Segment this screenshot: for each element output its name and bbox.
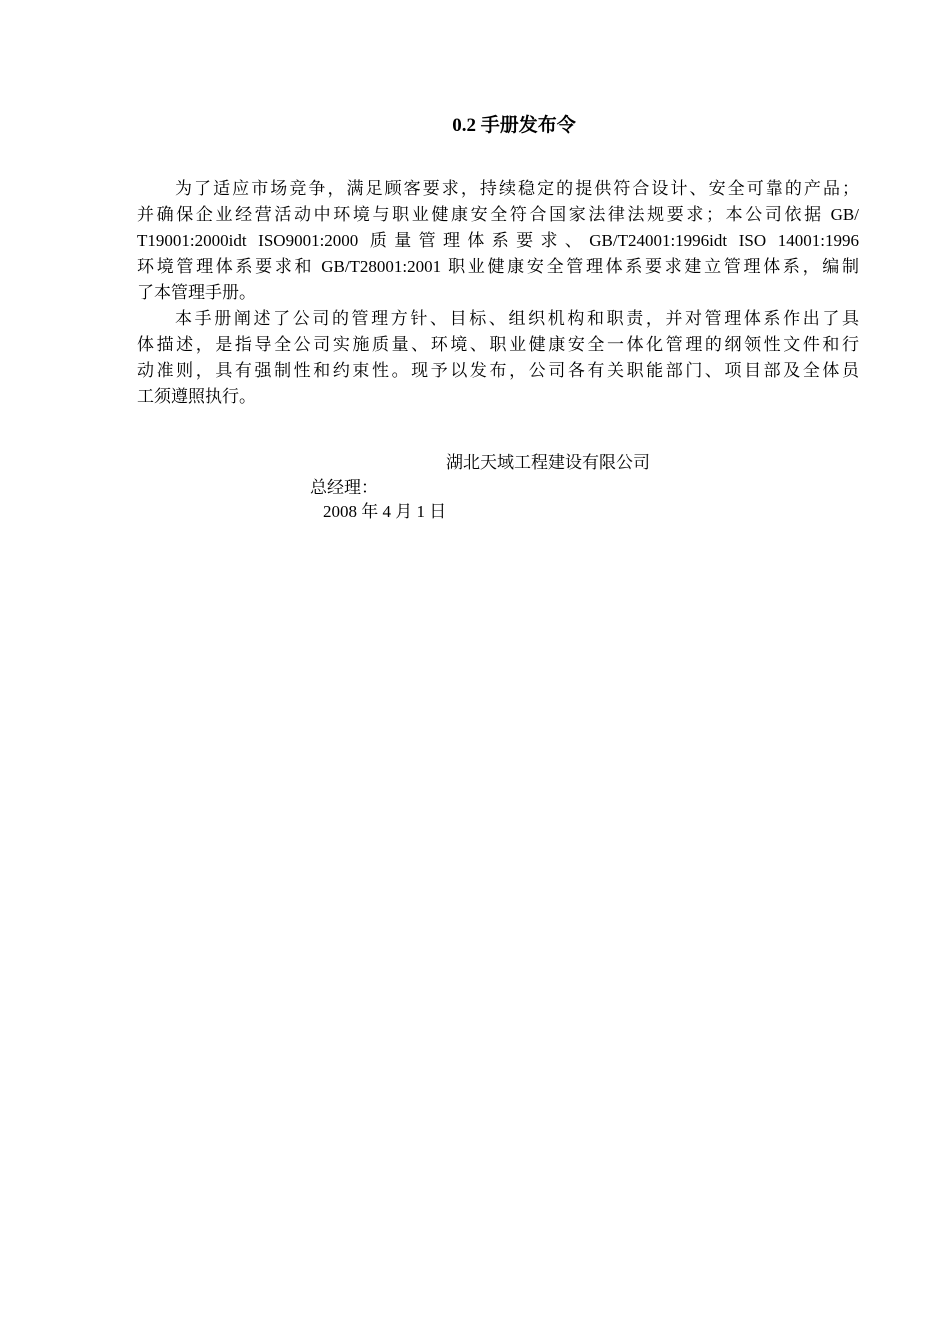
paragraph-line: 并确保企业经营活动中环境与职业健康安全符合国家法律法规要求；本公司依据 GB/ xyxy=(137,205,859,224)
signature-company: 湖北天域工程建设有限公司 xyxy=(446,453,650,472)
signature-date: 2008 年 4 月 1 日 xyxy=(323,502,447,521)
paragraph-line: T19001:2000idt ISO9001:2000 质量管理体系要求、GB/T24001:1996idt ISO 14001:1996 xyxy=(137,231,859,250)
paragraph-line: 环境管理体系要求和 GB/T28001:2001 职业健康安全管理体系要求建立管理体系，编制 xyxy=(137,257,859,276)
signature-manager-label: 总经理： xyxy=(310,478,378,497)
paragraph-intro xyxy=(137,176,859,306)
paragraph-line: 工须遵照执行。 xyxy=(137,387,256,406)
page-title: 0.2 手册发布令 xyxy=(452,115,576,136)
paragraph-line: 了本管理手册。 xyxy=(137,283,256,302)
paragraph-line: 动准则，具有强制性和约束性。现予以发布，公司各有关职能部门、项目部及全体员 xyxy=(137,361,859,380)
paragraph-line: 为了适应市场竞争，满足顾客要求，持续稳定的提供符合设计、安全可靠的产品； xyxy=(175,179,859,198)
document-body xyxy=(137,176,859,410)
paragraph-line: 本手册阐述了公司的管理方针、目标、组织机构和职责，并对管理体系作出了具 xyxy=(175,309,859,328)
paragraph-description xyxy=(137,306,859,410)
paragraph-line: 体描述，是指导全公司实施质量、环境、职业健康安全一体化管理的纲领性文件和行 xyxy=(137,335,859,354)
